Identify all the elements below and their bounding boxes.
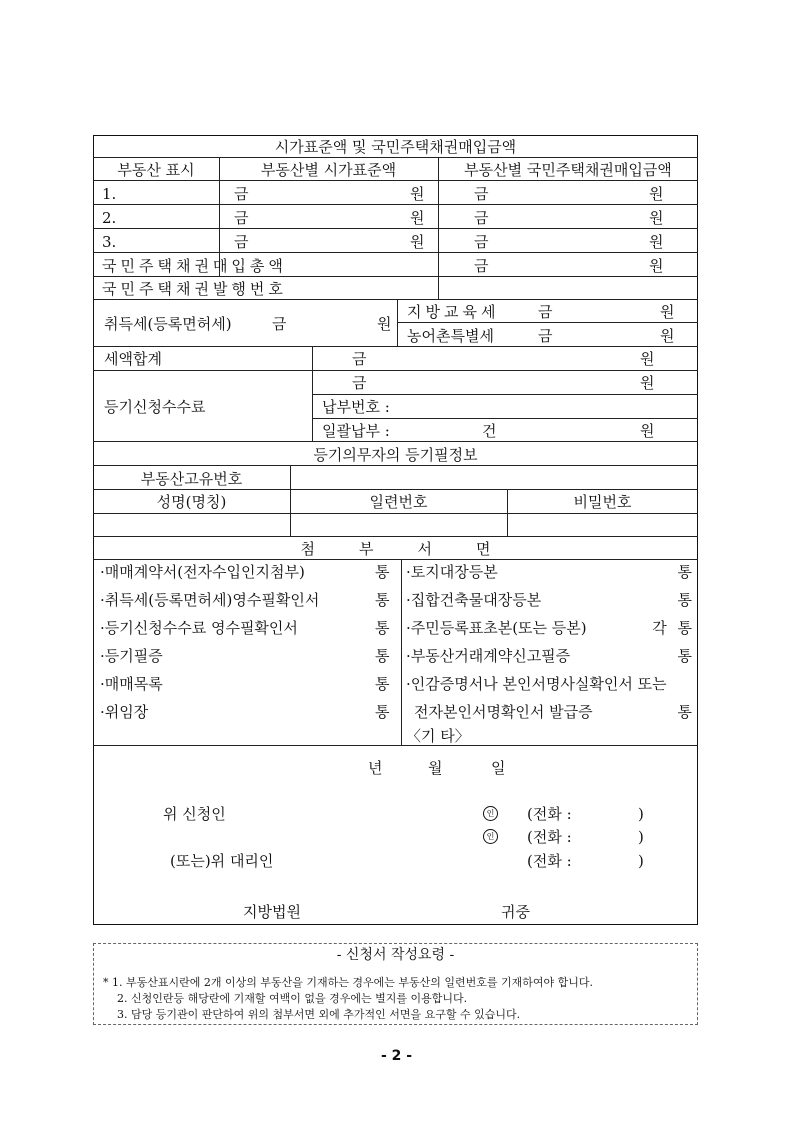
row-divider bbox=[93, 513, 698, 514]
attachment-unit: 통 bbox=[375, 703, 390, 721]
phone-label: (전화 : bbox=[527, 828, 572, 846]
row-divider bbox=[93, 370, 698, 371]
serial-number-header: 일련번호 bbox=[369, 493, 428, 511]
row-divider bbox=[93, 346, 698, 347]
section-title: 시가표준액 및 국민주택채권매입금액 bbox=[274, 138, 517, 156]
attachment-item: ·주민등록표초본(또는 등본) bbox=[406, 619, 587, 637]
amount-unit: 원 bbox=[649, 233, 664, 251]
row-divider bbox=[397, 322, 698, 323]
amount-prefix: 금 bbox=[474, 257, 489, 275]
attachment-item: ·집합건축물대장등본 bbox=[406, 591, 542, 609]
court-label: 지방법원 bbox=[243, 903, 301, 921]
name-header: 성명(명칭) bbox=[156, 493, 227, 511]
amount-unit: 원 bbox=[649, 209, 664, 227]
attachment-unit: 통 bbox=[375, 591, 390, 609]
amount-unit: 원 bbox=[660, 327, 675, 345]
count-unit: 건 bbox=[482, 422, 497, 440]
row-number: 2. bbox=[102, 209, 117, 227]
attachment-unit: 통 bbox=[677, 591, 692, 609]
amount-prefix: 금 bbox=[234, 209, 249, 227]
date-day: 일 bbox=[491, 759, 506, 777]
row-divider bbox=[93, 299, 698, 300]
guide-item: * 1. 부동산표시란에 2개 이상의 부동산을 기재하는 경우에는 부동산의 일련번호를 기재하여야 합니다. bbox=[103, 976, 593, 989]
amount-unit: 원 bbox=[410, 233, 425, 251]
attachment-unit: 통 bbox=[677, 703, 692, 721]
amount-prefix: 금 bbox=[474, 209, 489, 227]
row-divider bbox=[93, 536, 698, 537]
amount-prefix: 금 bbox=[352, 374, 367, 392]
phone-close: ) bbox=[638, 805, 644, 823]
attachment-item: ·위임장 bbox=[100, 703, 149, 721]
amount-unit: 원 bbox=[649, 257, 664, 275]
amount-prefix: 금 bbox=[474, 233, 489, 251]
attachment-item: ·인감증명서나 본인서명사실확인서 또는 bbox=[406, 675, 667, 693]
col-divider bbox=[401, 559, 402, 745]
row-divider bbox=[93, 465, 698, 466]
amount-prefix: 금 bbox=[234, 185, 249, 203]
row-divider bbox=[93, 559, 698, 560]
row-divider bbox=[93, 745, 698, 746]
addressee-label: 귀중 bbox=[501, 903, 530, 921]
amount-prefix: 금 bbox=[234, 233, 249, 251]
applicant-label: 위 신청인 bbox=[163, 805, 226, 823]
row-divider bbox=[93, 204, 698, 205]
row-divider bbox=[93, 157, 698, 158]
phone-label: (전화 : bbox=[527, 805, 572, 823]
amount-unit: 원 bbox=[640, 422, 655, 440]
attachment-item: ·매매계약서(전자수입인지첨부) bbox=[100, 563, 305, 581]
column-header: 부동산별 국민주택채권매입금액 bbox=[464, 161, 672, 179]
amount-prefix: 금 bbox=[352, 350, 367, 368]
tax-sum-label: 세액합계 bbox=[104, 350, 162, 368]
property-unique-number-label: 부동산고유번호 bbox=[140, 470, 243, 488]
attachment-item: ·토지대장등본 bbox=[406, 563, 498, 581]
obligor-section-title: 등기의무자의 등기필정보 bbox=[313, 446, 478, 464]
attachment-unit: 통 bbox=[375, 619, 390, 637]
phone-label: (전화 : bbox=[527, 852, 572, 870]
guide-item: 3. 담당 등기관이 판단하여 위의 첨부서면 외에 추가적인 서면을 요구할 수 있습니다. bbox=[117, 1008, 521, 1021]
row-divider bbox=[93, 180, 698, 181]
other-attachments-label: 〈기 타〉 bbox=[406, 727, 470, 745]
amount-prefix: 금 bbox=[538, 327, 553, 345]
column-header: 부동산별 시가표준액 bbox=[260, 161, 397, 179]
attachment-unit: 통 bbox=[375, 675, 390, 693]
phone-close: ) bbox=[638, 828, 644, 846]
attachment-unit: 각 통 bbox=[652, 619, 692, 637]
date-year: 년 bbox=[368, 759, 383, 777]
amount-unit: 원 bbox=[640, 350, 655, 368]
payment-number-label: 납부번호 : bbox=[322, 398, 390, 416]
attachment-unit: 통 bbox=[375, 647, 390, 665]
attachment-unit: 통 bbox=[677, 563, 692, 581]
col-divider bbox=[397, 299, 398, 346]
attachment-item: 전자본인서명확인서 발급증 bbox=[414, 703, 593, 721]
acquisition-tax-label: 취득세(등록면허세) bbox=[104, 315, 232, 333]
attachment-item: ·매매목록 bbox=[100, 675, 163, 693]
password-header: 비밀번호 bbox=[573, 493, 632, 511]
bulk-payment-label: 일괄납부 : bbox=[322, 422, 390, 440]
seal-mark-icon: 인 bbox=[483, 829, 498, 844]
row-divider bbox=[312, 418, 698, 419]
education-tax-label: 지방교육세 bbox=[407, 303, 500, 321]
amount-unit: 원 bbox=[377, 315, 392, 333]
filing-fee-label: 등기신청수수료 bbox=[104, 398, 206, 416]
attachment-unit: 통 bbox=[375, 563, 390, 581]
row-divider bbox=[93, 441, 698, 442]
agent-label: (또는)위 대리인 bbox=[170, 852, 274, 870]
guide-item: 2. 신청인란등 해당란에 기재할 여백이 없을 경우에는 별지를 이용합니다. bbox=[117, 992, 468, 1005]
seal-mark-icon: 인 bbox=[483, 806, 498, 821]
amount-prefix: 금 bbox=[474, 185, 489, 203]
col-divider bbox=[312, 346, 313, 441]
amount-prefix: 금 bbox=[538, 303, 553, 321]
attachment-item: ·등기필증 bbox=[100, 647, 163, 665]
attachment-unit: 통 bbox=[677, 647, 692, 665]
row-divider bbox=[93, 489, 698, 490]
rural-tax-label: 농어촌특별세 bbox=[407, 327, 494, 345]
row-divider bbox=[93, 228, 698, 229]
amount-unit: 원 bbox=[410, 209, 425, 227]
page-number: - 2 - bbox=[380, 1048, 413, 1064]
amount-unit: 원 bbox=[649, 185, 664, 203]
attachment-item: ·등기신청수수료 영수필확인서 bbox=[100, 619, 298, 637]
phone-close: ) bbox=[638, 852, 644, 870]
column-header: 부동산 표시 bbox=[117, 161, 195, 179]
row-number: 1. bbox=[102, 185, 117, 203]
attachment-item: ·부동산거래계약신고필증 bbox=[406, 647, 571, 665]
row-number: 3. bbox=[102, 233, 117, 251]
row-divider bbox=[312, 394, 698, 395]
amount-prefix: 금 bbox=[272, 315, 287, 333]
row-divider bbox=[93, 252, 698, 253]
bond-total-label: 국민주택채권매입총액 bbox=[102, 257, 287, 275]
bond-serial-label: 국민주택채권발행번호 bbox=[102, 280, 287, 298]
date-month: 월 bbox=[428, 759, 443, 777]
attachment-item: ·취득세(등록면허세)영수필확인서 bbox=[100, 591, 320, 609]
attachments-title: 첨부서면 bbox=[300, 540, 535, 558]
amount-unit: 원 bbox=[410, 185, 425, 203]
guide-title: - 신청서 작성요령 - bbox=[336, 947, 455, 963]
amount-unit: 원 bbox=[660, 303, 675, 321]
amount-unit: 원 bbox=[640, 374, 655, 392]
row-divider bbox=[93, 276, 698, 277]
